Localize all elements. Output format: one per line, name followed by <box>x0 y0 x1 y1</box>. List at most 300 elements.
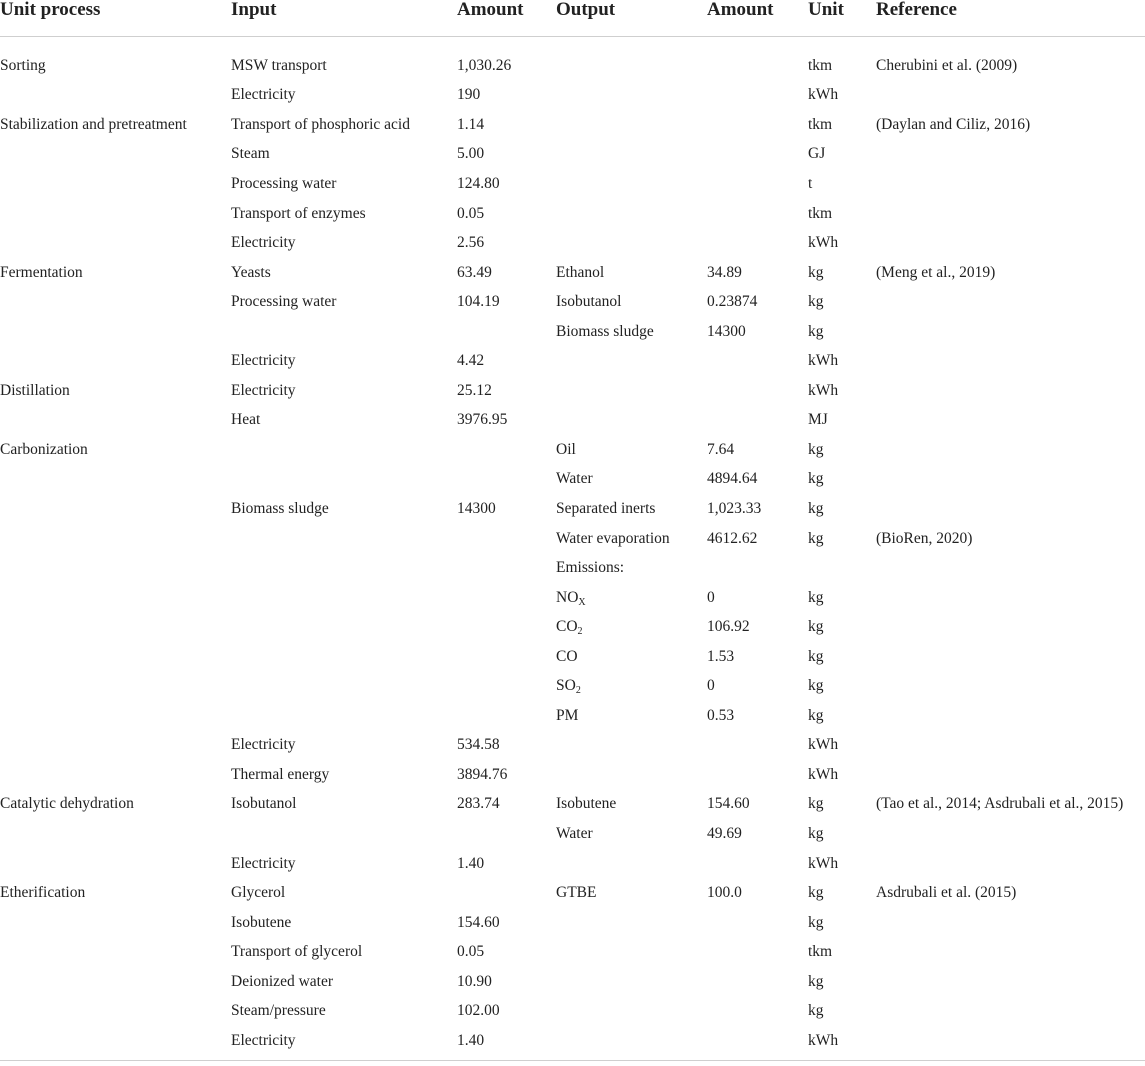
reference-cell <box>876 465 1145 495</box>
reference-cell <box>876 760 1145 790</box>
unit-cell <box>808 376 876 406</box>
table-row <box>0 346 1145 376</box>
header-unit-process: Unit process <box>0 0 231 37</box>
unit-process-cell-text: Stabilization and pretreatment <box>0 115 187 133</box>
output-cell <box>556 435 707 465</box>
output-cell <box>556 967 707 997</box>
header-row <box>0 0 1145 37</box>
input-amount-cell <box>457 376 556 406</box>
input-amount-cell <box>457 612 556 642</box>
output-cell <box>556 110 707 140</box>
unit-cell <box>808 583 876 613</box>
input-amount-cell-text: 25.12 <box>457 381 492 399</box>
unit-process-cell <box>0 878 231 908</box>
output-cell <box>556 937 707 967</box>
unit-cell <box>808 908 876 938</box>
reference-cell <box>876 37 1145 81</box>
unit-process-cell <box>0 258 231 288</box>
reference-cell-text: Asdrubali et al. (2015) <box>876 884 1017 902</box>
input-amount-cell <box>457 287 556 317</box>
table-row <box>0 1026 1145 1060</box>
output-cell-text: Oil <box>556 440 576 458</box>
unit-cell-text: MJ <box>808 411 828 429</box>
output-cell <box>556 819 707 849</box>
unit-process-cell <box>0 376 231 406</box>
unit-cell <box>808 465 876 495</box>
input-amount-cell-text: 63.49 <box>457 263 492 281</box>
input-cell-text: Yeasts <box>231 263 271 281</box>
output-amount-cell-text: 0 <box>707 677 715 695</box>
input-amount-cell <box>457 346 556 376</box>
reference-cell <box>876 228 1145 258</box>
output-amount-cell <box>707 494 808 524</box>
unit-process-cell <box>0 671 231 701</box>
unit-cell <box>808 671 876 701</box>
input-cell <box>231 937 457 967</box>
unit-process-cell <box>0 760 231 790</box>
output-amount-cell <box>707 819 808 849</box>
input-amount-cell <box>457 731 556 761</box>
input-amount-cell <box>457 849 556 879</box>
input-cell <box>231 406 457 436</box>
output-cell-text: Ethanol <box>556 263 605 281</box>
output-amount-cell <box>707 760 808 790</box>
input-amount-cell <box>457 228 556 258</box>
output-subscript: 2 <box>575 685 581 697</box>
input-cell-text: Electricity <box>231 381 296 399</box>
unit-cell-text: kg <box>808 618 824 636</box>
reference-cell <box>876 642 1145 672</box>
output-cell-text: Water <box>556 824 593 842</box>
table-row <box>0 287 1145 317</box>
input-cell-text: Processing water <box>231 293 337 311</box>
output-cell <box>556 376 707 406</box>
output-amount-cell <box>707 524 808 554</box>
unit-process-cell <box>0 465 231 495</box>
table-row <box>0 465 1145 495</box>
output-amount-cell-text: 1,023.33 <box>707 499 762 517</box>
input-cell <box>231 967 457 997</box>
output-subscript: X <box>578 596 586 608</box>
input-cell-text: Glycerol <box>231 884 286 902</box>
table-row <box>0 317 1145 347</box>
unit-cell <box>808 169 876 199</box>
output-amount-cell <box>707 258 808 288</box>
unit-process-cell-text: Fermentation <box>0 263 83 281</box>
input-cell-text: Steam/pressure <box>231 1002 326 1020</box>
unit-process-cell <box>0 908 231 938</box>
unit-process-cell <box>0 997 231 1027</box>
table-row <box>0 731 1145 761</box>
output-amount-cell-text: 49.69 <box>707 824 742 842</box>
output-amount-cell <box>707 583 808 613</box>
input-amount-cell-text: 4.42 <box>457 352 485 370</box>
table-row <box>0 37 1145 81</box>
output-cell <box>556 140 707 170</box>
output-amount-cell-text: 7.64 <box>707 440 735 458</box>
output-cell-text: Emissions: <box>556 559 625 577</box>
unit-process-cell <box>0 37 231 81</box>
unit-process-cell <box>0 819 231 849</box>
output-amount-cell <box>707 967 808 997</box>
output-cell-text: Isobutene <box>556 795 617 813</box>
unit-cell <box>808 406 876 436</box>
output-cell-text: GTBE <box>556 884 597 902</box>
unit-cell <box>808 317 876 347</box>
output-cell <box>556 81 707 111</box>
reference-cell <box>876 790 1145 820</box>
unit-cell <box>808 110 876 140</box>
unit-cell-text: kg <box>808 1002 824 1020</box>
unit-process-cell <box>0 553 231 583</box>
output-amount-cell <box>707 37 808 81</box>
unit-cell-text: tkm <box>808 204 833 222</box>
output-cell-text: CO <box>556 618 578 636</box>
input-amount-cell <box>457 1026 556 1060</box>
input-cell <box>231 140 457 170</box>
unit-cell-text: kg <box>808 293 824 311</box>
reference-cell <box>876 612 1145 642</box>
unit-process-cell-text: Catalytic dehydration <box>0 795 134 813</box>
output-amount-cell <box>707 701 808 731</box>
unit-cell-text: kWh <box>808 86 839 104</box>
unit-cell <box>808 435 876 465</box>
unit-cell <box>808 553 876 583</box>
unit-cell <box>808 81 876 111</box>
unit-cell-text: kWh <box>808 736 839 754</box>
output-amount-cell <box>707 317 808 347</box>
input-cell <box>231 878 457 908</box>
unit-process-cell <box>0 317 231 347</box>
output-cell <box>556 199 707 229</box>
input-cell <box>231 1026 457 1060</box>
output-cell <box>556 346 707 376</box>
input-amount-cell-text: 104.19 <box>457 293 500 311</box>
unit-cell-text: tkm <box>808 943 833 961</box>
unit-cell <box>808 878 876 908</box>
output-amount-cell <box>707 81 808 111</box>
input-amount-cell <box>457 110 556 140</box>
input-cell-text: Transport of glycerol <box>231 943 363 961</box>
input-amount-cell-text: 283.74 <box>457 795 500 813</box>
output-amount-cell <box>707 346 808 376</box>
output-amount-cell-text: 0.53 <box>707 706 735 724</box>
output-cell-text: PM <box>556 706 579 724</box>
unit-process-cell <box>0 287 231 317</box>
input-cell-text: Processing water <box>231 174 337 192</box>
input-cell <box>231 287 457 317</box>
unit-cell-text: kWh <box>808 854 839 872</box>
reference-cell <box>876 140 1145 170</box>
unit-cell <box>808 199 876 229</box>
unit-cell-text: kg <box>808 706 824 724</box>
input-amount-cell-text: 190 <box>457 86 481 104</box>
input-cell-text: Electricity <box>231 234 296 252</box>
input-amount-cell <box>457 435 556 465</box>
input-cell <box>231 731 457 761</box>
header-output: Output <box>556 0 707 37</box>
input-cell-text: Electricity <box>231 352 296 370</box>
reference-cell <box>876 908 1145 938</box>
input-amount-cell <box>457 317 556 347</box>
unit-process-cell <box>0 435 231 465</box>
unit-process-cell <box>0 849 231 879</box>
output-cell <box>556 583 707 613</box>
table-row <box>0 376 1145 406</box>
unit-cell-text: kg <box>808 647 824 665</box>
table-row <box>0 406 1145 436</box>
output-amount-cell <box>707 553 808 583</box>
table-row <box>0 110 1145 140</box>
unit-cell <box>808 140 876 170</box>
input-cell <box>231 37 457 81</box>
unit-process-cell <box>0 81 231 111</box>
input-cell <box>231 228 457 258</box>
input-amount-cell-text: 3894.76 <box>457 765 508 783</box>
input-amount-cell <box>457 199 556 229</box>
unit-cell-text: kg <box>808 677 824 695</box>
input-cell <box>231 671 457 701</box>
unit-process-cell <box>0 140 231 170</box>
output-cell-text: Water evaporation <box>556 529 670 547</box>
reference-cell <box>876 524 1145 554</box>
unit-cell <box>808 1026 876 1060</box>
reference-cell <box>876 169 1145 199</box>
output-cell <box>556 406 707 436</box>
unit-cell-text: kg <box>808 440 824 458</box>
input-cell-text: Biomass sludge <box>231 499 329 517</box>
table-row <box>0 642 1145 672</box>
reference-cell <box>876 258 1145 288</box>
output-cell <box>556 1026 707 1060</box>
unit-process-cell-text: Sorting <box>0 56 46 74</box>
table-row <box>0 701 1145 731</box>
output-cell <box>556 790 707 820</box>
unit-cell <box>808 228 876 258</box>
unit-cell <box>808 524 876 554</box>
output-cell <box>556 701 707 731</box>
input-amount-cell <box>457 494 556 524</box>
input-cell-text: Thermal energy <box>231 765 330 783</box>
output-amount-cell-text: 4894.64 <box>707 470 758 488</box>
output-amount-cell-text: 0 <box>707 588 715 606</box>
unit-cell-text: kWh <box>808 234 839 252</box>
input-amount-cell-text: 10.90 <box>457 972 492 990</box>
unit-cell-text: kg <box>808 824 824 842</box>
input-cell <box>231 169 457 199</box>
unit-cell-text: kg <box>808 263 824 281</box>
input-cell <box>231 465 457 495</box>
output-amount-cell <box>707 937 808 967</box>
input-amount-cell <box>457 937 556 967</box>
header-unit: Unit <box>808 0 876 37</box>
output-cell <box>556 878 707 908</box>
input-cell <box>231 790 457 820</box>
unit-process-cell <box>0 967 231 997</box>
output-cell-text: Isobutanol <box>556 293 622 311</box>
unit-cell <box>808 642 876 672</box>
unit-cell <box>808 790 876 820</box>
input-amount-cell-text: 1.40 <box>457 1031 485 1049</box>
input-cell <box>231 701 457 731</box>
input-cell-text: MSW transport <box>231 56 327 74</box>
input-amount-cell <box>457 465 556 495</box>
input-cell <box>231 376 457 406</box>
unit-cell <box>808 258 876 288</box>
unit-process-cell-text: Carbonization <box>0 440 88 458</box>
reference-cell <box>876 731 1145 761</box>
unit-cell-text: kWh <box>808 352 839 370</box>
unit-cell-text: kg <box>808 529 824 547</box>
output-amount-cell <box>707 287 808 317</box>
reference-cell <box>876 1026 1145 1060</box>
unit-process-cell <box>0 583 231 613</box>
output-amount-cell <box>707 169 808 199</box>
table-row <box>0 199 1145 229</box>
input-cell-text: Isobutene <box>231 913 292 931</box>
header-input: Input <box>231 0 457 37</box>
output-cell <box>556 524 707 554</box>
unit-cell <box>808 760 876 790</box>
unit-cell-text: GJ <box>808 145 826 163</box>
unit-cell <box>808 494 876 524</box>
input-amount-cell-text: 154.60 <box>457 913 500 931</box>
input-amount-cell <box>457 878 556 908</box>
reference-cell <box>876 671 1145 701</box>
input-cell <box>231 642 457 672</box>
output-amount-cell-text: 4612.62 <box>707 529 758 547</box>
table-row <box>0 81 1145 111</box>
unit-cell-text: t <box>808 174 813 192</box>
unit-cell <box>808 287 876 317</box>
table-row <box>0 228 1145 258</box>
table-row <box>0 878 1145 908</box>
output-cell <box>556 642 707 672</box>
unit-cell-text: tkm <box>808 115 833 133</box>
input-amount-cell <box>457 258 556 288</box>
output-subscript: 2 <box>577 626 583 638</box>
input-amount-cell-text: 102.00 <box>457 1002 500 1020</box>
output-amount-cell <box>707 642 808 672</box>
output-cell <box>556 465 707 495</box>
output-cell <box>556 258 707 288</box>
reference-cell-text: (BioRen, 2020) <box>876 529 973 547</box>
output-cell-text: Biomass sludge <box>556 322 654 340</box>
input-cell-text: Heat <box>231 411 261 429</box>
unit-cell-text: kg <box>808 499 824 517</box>
input-cell-text: Transport of phosphoric acid <box>231 115 410 133</box>
input-amount-cell <box>457 997 556 1027</box>
input-cell <box>231 553 457 583</box>
input-amount-cell-text: 3976.95 <box>457 411 508 429</box>
table-row <box>0 937 1145 967</box>
reference-cell <box>876 110 1145 140</box>
output-cell <box>556 731 707 761</box>
input-cell <box>231 317 457 347</box>
input-amount-cell-text: 0.05 <box>457 204 485 222</box>
table-row <box>0 819 1145 849</box>
output-cell <box>556 612 707 642</box>
output-amount-cell-text: 106.92 <box>707 618 750 636</box>
table-row <box>0 967 1145 997</box>
header-amount-in: Amount <box>457 0 556 37</box>
input-cell-text: Transport of enzymes <box>231 204 366 222</box>
unit-cell <box>808 967 876 997</box>
input-amount-cell-text: 2.56 <box>457 234 485 252</box>
input-cell <box>231 81 457 111</box>
output-amount-cell-text: 14300 <box>707 322 746 340</box>
output-amount-cell <box>707 199 808 229</box>
output-amount-cell-text: 100.0 <box>707 884 742 902</box>
unit-cell <box>808 849 876 879</box>
input-cell-text: Steam <box>231 145 270 163</box>
output-amount-cell <box>707 406 808 436</box>
unit-process-cell <box>0 346 231 376</box>
table-row <box>0 583 1145 613</box>
output-amount-cell <box>707 997 808 1027</box>
reference-cell <box>876 376 1145 406</box>
input-cell <box>231 258 457 288</box>
unit-process-cell <box>0 524 231 554</box>
input-cell-text: Electricity <box>231 854 296 872</box>
output-cell <box>556 997 707 1027</box>
input-amount-cell <box>457 81 556 111</box>
unit-process-cell <box>0 701 231 731</box>
unit-process-cell <box>0 110 231 140</box>
input-amount-cell-text: 0.05 <box>457 943 485 961</box>
output-cell-text: Water <box>556 470 593 488</box>
input-amount-cell <box>457 671 556 701</box>
input-cell-text: Isobutanol <box>231 795 297 813</box>
input-amount-cell <box>457 169 556 199</box>
reference-cell <box>876 967 1145 997</box>
input-amount-cell-text: 534.58 <box>457 736 500 754</box>
reference-cell-text: (Tao et al., 2014; Asdrubali et al., 2015) <box>876 795 1124 813</box>
reference-cell <box>876 81 1145 111</box>
unit-process-cell <box>0 937 231 967</box>
input-amount-cell <box>457 967 556 997</box>
output-cell <box>556 228 707 258</box>
output-amount-cell <box>707 878 808 908</box>
table-row <box>0 849 1145 879</box>
output-amount-cell <box>707 671 808 701</box>
input-amount-cell <box>457 908 556 938</box>
output-cell-text: NO <box>556 588 579 606</box>
unit-cell-text: tkm <box>808 56 833 74</box>
input-amount-cell-text: 1.40 <box>457 854 485 872</box>
input-amount-cell-text: 1,030.26 <box>457 56 512 74</box>
reference-cell <box>876 435 1145 465</box>
output-amount-cell-text: 1.53 <box>707 647 735 665</box>
table-row <box>0 140 1145 170</box>
unit-cell <box>808 37 876 81</box>
table-row <box>0 790 1145 820</box>
output-cell <box>556 553 707 583</box>
output-amount-cell <box>707 465 808 495</box>
input-cell <box>231 849 457 879</box>
reference-cell <box>876 849 1145 879</box>
table-row <box>0 494 1145 524</box>
output-amount-cell-text: 34.89 <box>707 263 742 281</box>
input-cell <box>231 583 457 613</box>
unit-process-cell <box>0 199 231 229</box>
unit-process-cell <box>0 406 231 436</box>
reference-cell <box>876 406 1145 436</box>
output-cell <box>556 494 707 524</box>
output-cell-text: SO <box>556 677 576 695</box>
unit-process-cell <box>0 612 231 642</box>
input-cell <box>231 346 457 376</box>
